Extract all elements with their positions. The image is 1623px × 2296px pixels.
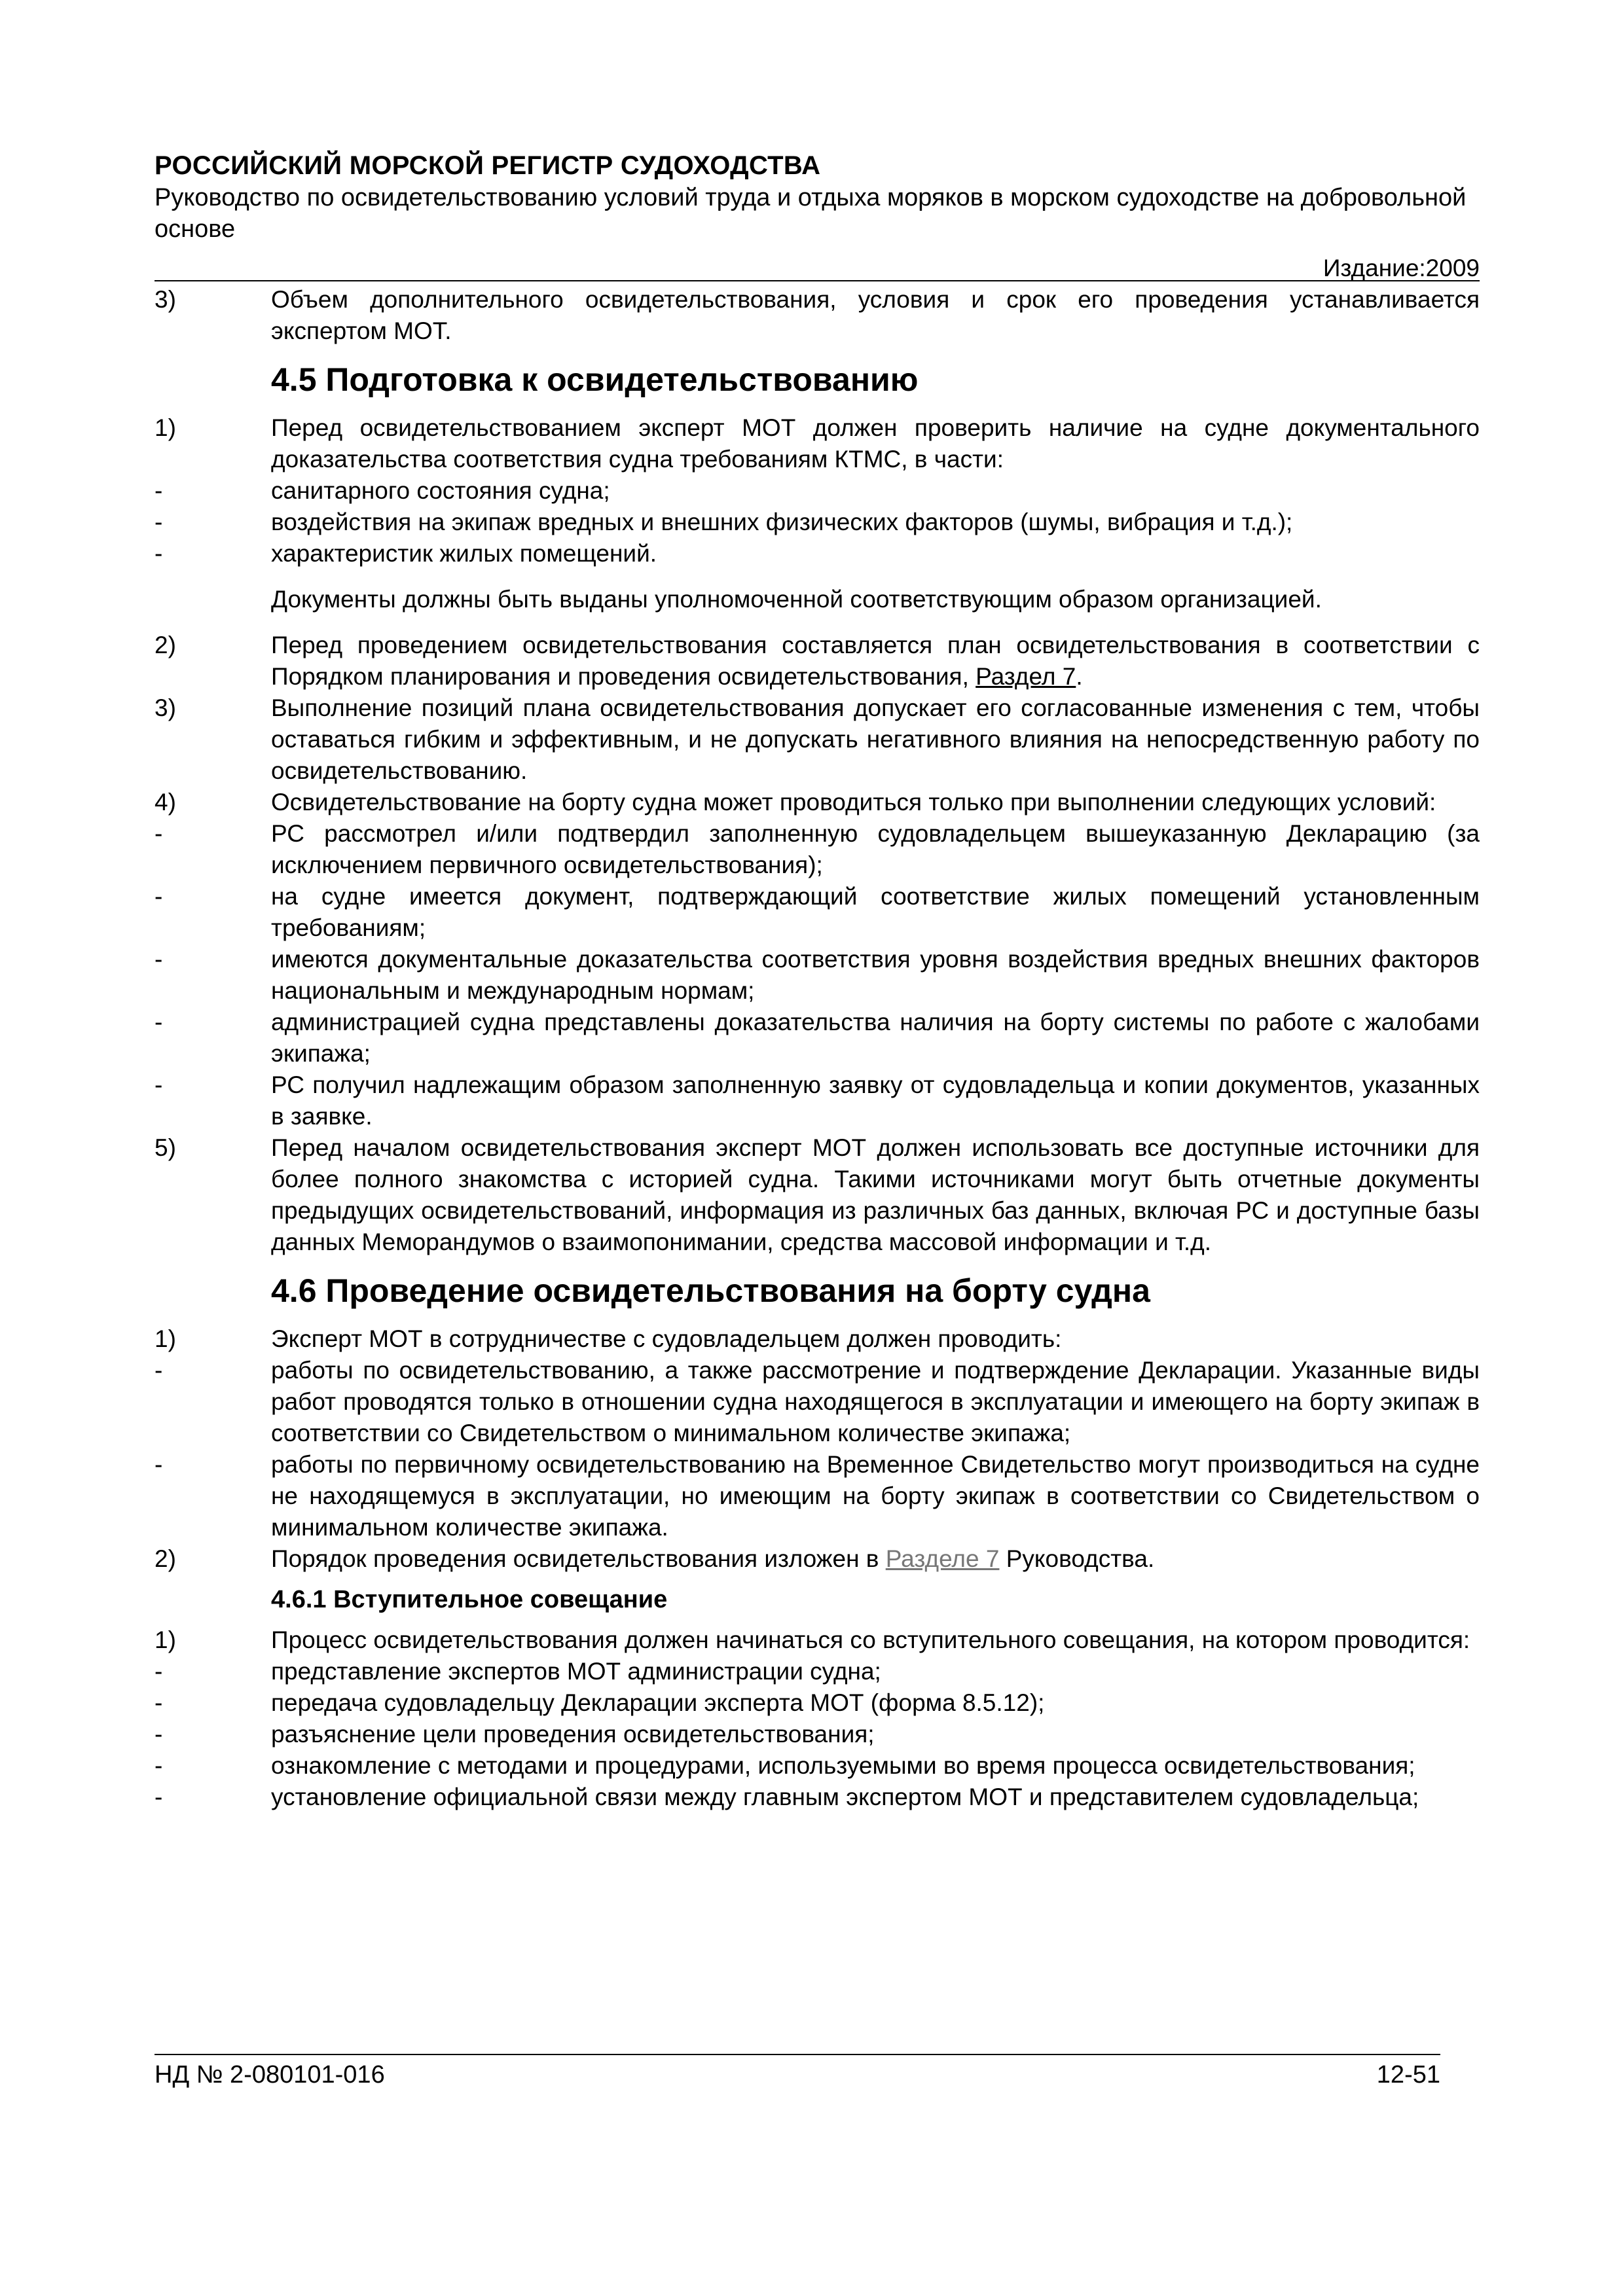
bullet-dash: - xyxy=(155,1784,163,1810)
document-body xyxy=(155,284,1480,1813)
item-text: Процесс освидетельствования должен начинаться со вступительного совещания, на котором проводится: xyxy=(271,1626,1470,1653)
document-subtitle: Руководство по освидетельствованию условий труда и отдыха моряков в морском судоходстве на добровольной основе xyxy=(155,184,1467,243)
bullet-dash: - xyxy=(155,1721,163,1748)
bullet-text: работы по освидетельствованию, а также рассмотрение и подтверждение Декларации. Указанные виды работ проводятся только в отношении судна находящегося в эксплуатации и имеющего на борту экипаж в соответствии со Свидетельством о минимальном количестве экипажа; xyxy=(271,1357,1480,1446)
item-text: Эксперт МОТ в сотрудничестве с судовладельцем должен проводить: xyxy=(271,1325,1062,1352)
subsection-heading-4-6-1: 4.6.1 Вступительное совещание xyxy=(271,1586,668,1613)
bullet-text: санитарного состояния судна; xyxy=(271,477,610,504)
list-item xyxy=(155,787,1480,818)
bullet-text: представление экспертов МОТ администрации судна; xyxy=(271,1658,881,1685)
bullet-dash: - xyxy=(155,1658,163,1685)
item-number: 1) xyxy=(155,1325,176,1352)
item-text: Выполнение позиций плана освидетельствования допускает его согласованные изменения с тем, чтобы оставаться гибким и эффективным, и не допускать негативного влияния на непосредственную работу по освидетельствованию. xyxy=(271,694,1480,784)
note-text: Документы должны быть выданы уполномоченной соответствующим образом организацией. xyxy=(271,586,1322,613)
list-item xyxy=(155,1323,1480,1355)
bullet-text: администрацией судна представлены доказательства наличия на борту системы по работе с жалобами экипажа; xyxy=(271,1009,1480,1067)
bullet-dash: - xyxy=(155,1009,163,1035)
section-7-link[interactable]: Раздел 7 xyxy=(976,663,1076,690)
list-item xyxy=(155,1624,1480,1656)
list-item xyxy=(155,284,1480,347)
item-number: 3) xyxy=(155,286,176,313)
bullet-text: передача судовладельцу Декларации эксперта МОТ (форма 8.5.12); xyxy=(271,1689,1045,1716)
organization-name: РОССИЙСКИЙ МОРСКОЙ РЕГИСТР СУДОХОДСТВА xyxy=(155,151,821,180)
bullet-item xyxy=(155,1687,1480,1719)
bullet-item xyxy=(155,944,1480,1007)
bullet-text: РС рассмотрел и/или подтвердил заполненную судовладельцем вышеуказанную Декларацию (за исключением первичного освидетельствования); xyxy=(271,820,1480,878)
item-number: 1) xyxy=(155,414,176,441)
bullet-item xyxy=(155,1449,1480,1543)
bullet-dash: - xyxy=(155,883,163,910)
bullet-dash: - xyxy=(155,540,163,567)
footer-divider xyxy=(155,2054,1440,2055)
bullet-item xyxy=(155,1719,1480,1750)
item-text: Объем дополнительного освидетельствования, условия и срок его проведения устанавливается экспертом МОТ. xyxy=(271,286,1480,344)
section-heading-4-6: 4.6 Проведение освидетельствования на борту судна xyxy=(271,1272,1150,1309)
page-footer xyxy=(155,2059,1440,2090)
section-heading-4-5: 4.5 Подготовка к освидетельствованию xyxy=(271,361,919,398)
item-text: Перед освидетельствованием эксперт МОТ должен проверить наличие на судне документального доказательства соответствия судна требованиям КТМС, в части: xyxy=(271,414,1480,473)
bullet-dash: - xyxy=(155,1451,163,1478)
bullet-dash: - xyxy=(155,820,163,847)
bullet-text: ознакомление с методами и процедурами, используемыми во время процесса освидетельствования; xyxy=(271,1752,1415,1779)
item-text: Порядок проведения освидетельствования изложен в Разделе 7 Руководства. xyxy=(271,1545,1155,1572)
bullet-text: установление официальной связи между главным экспертом МОТ и представителем судовладельца; xyxy=(271,1784,1419,1810)
bullet-item xyxy=(155,1750,1480,1782)
list-item xyxy=(155,630,1480,692)
bullet-dash: - xyxy=(155,1752,163,1779)
bullet-text: на судне имеется документ, подтверждающий соответствие жилых помещений установленным требованиям; xyxy=(271,883,1480,941)
item-number: 4) xyxy=(155,789,176,816)
bullet-item xyxy=(155,475,1480,507)
bullet-dash: - xyxy=(155,1071,163,1098)
item-text-body: Перед проведением освидетельствования составляется план освидетельствования в соответствии с Порядком планирования и проведения освидетельствования, xyxy=(271,632,1480,690)
bullet-text: имеются документальные доказательства соответствия уровня воздействия вредных внешних факторов национальным и международным нормам; xyxy=(271,946,1480,1004)
bullet-dash: - xyxy=(155,1357,163,1384)
item-text: Освидетельствование на борту судна может проводиться только при выполнении следующих условий: xyxy=(271,789,1436,816)
section-7-link[interactable]: Разделе 7 xyxy=(885,1545,1000,1572)
item-number: 2) xyxy=(155,632,176,658)
bullet-item xyxy=(155,1782,1480,1813)
bullet-item xyxy=(155,881,1480,944)
bullet-text: работы по первичному освидетельствованию на Временное Свидетельство могут производиться на судне не находящемуся в эксплуатации, но имеющим на борту экипаж в соответствии со Свидетельством о минимальном количестве экипажа. xyxy=(271,1451,1480,1541)
item-number: 5) xyxy=(155,1134,176,1161)
page-header xyxy=(155,149,1480,284)
bullet-dash: - xyxy=(155,946,163,973)
item-number: 1) xyxy=(155,1626,176,1653)
bullet-item xyxy=(155,1007,1480,1069)
bullet-dash: - xyxy=(155,509,163,535)
bullet-text: характеристик жилых помещений. xyxy=(271,540,657,567)
item-number: 3) xyxy=(155,694,176,721)
item-text: Перед проведением освидетельствования составляется план освидетельствования в соответствии с Порядком планирования и проведения освидетельствования, Раздел 7. xyxy=(271,632,1480,690)
note-paragraph xyxy=(155,584,1480,615)
bullet-dash: - xyxy=(155,1689,163,1716)
bullet-item xyxy=(155,507,1480,538)
bullet-text: воздействия на экипаж вредных и внешних физических факторов (шумы, вибрация и т.д.); xyxy=(271,509,1293,535)
page-number: 12-51 xyxy=(1376,2061,1440,2089)
header-divider xyxy=(155,280,1480,281)
list-item xyxy=(155,1132,1480,1258)
bullet-item xyxy=(155,818,1480,881)
edition-label: Издание:2009 xyxy=(1322,255,1480,281)
list-item xyxy=(155,692,1480,787)
document-number: НД № 2-080101-016 xyxy=(155,2061,385,2089)
bullet-item xyxy=(155,1355,1480,1449)
bullet-text: разъяснение цели проведения освидетельствования; xyxy=(271,1721,875,1748)
bullet-text: РС получил надлежащим образом заполненную заявку от судовладельца и копии документов, указанных в заявке. xyxy=(271,1071,1480,1130)
item-number: 2) xyxy=(155,1545,176,1572)
item-text-body: Порядок проведения освидетельствования изложен в xyxy=(271,1545,879,1572)
list-item xyxy=(155,412,1480,475)
bullet-item xyxy=(155,538,1480,569)
item-text: Перед началом освидетельствования эксперт МОТ должен использовать все доступные источники для более полного знакомства с историей судна. Такими источниками могут быть отчетные документы предыдущих освидетельствований, информация из различных баз данных, включая РС и доступные базы данных Меморандумов о взаимопонимании, средства массовой информации и т.д. xyxy=(271,1134,1480,1255)
bullet-dash: - xyxy=(155,477,163,504)
bullet-item xyxy=(155,1069,1480,1132)
bullet-item xyxy=(155,1656,1480,1687)
list-item xyxy=(155,1543,1480,1575)
